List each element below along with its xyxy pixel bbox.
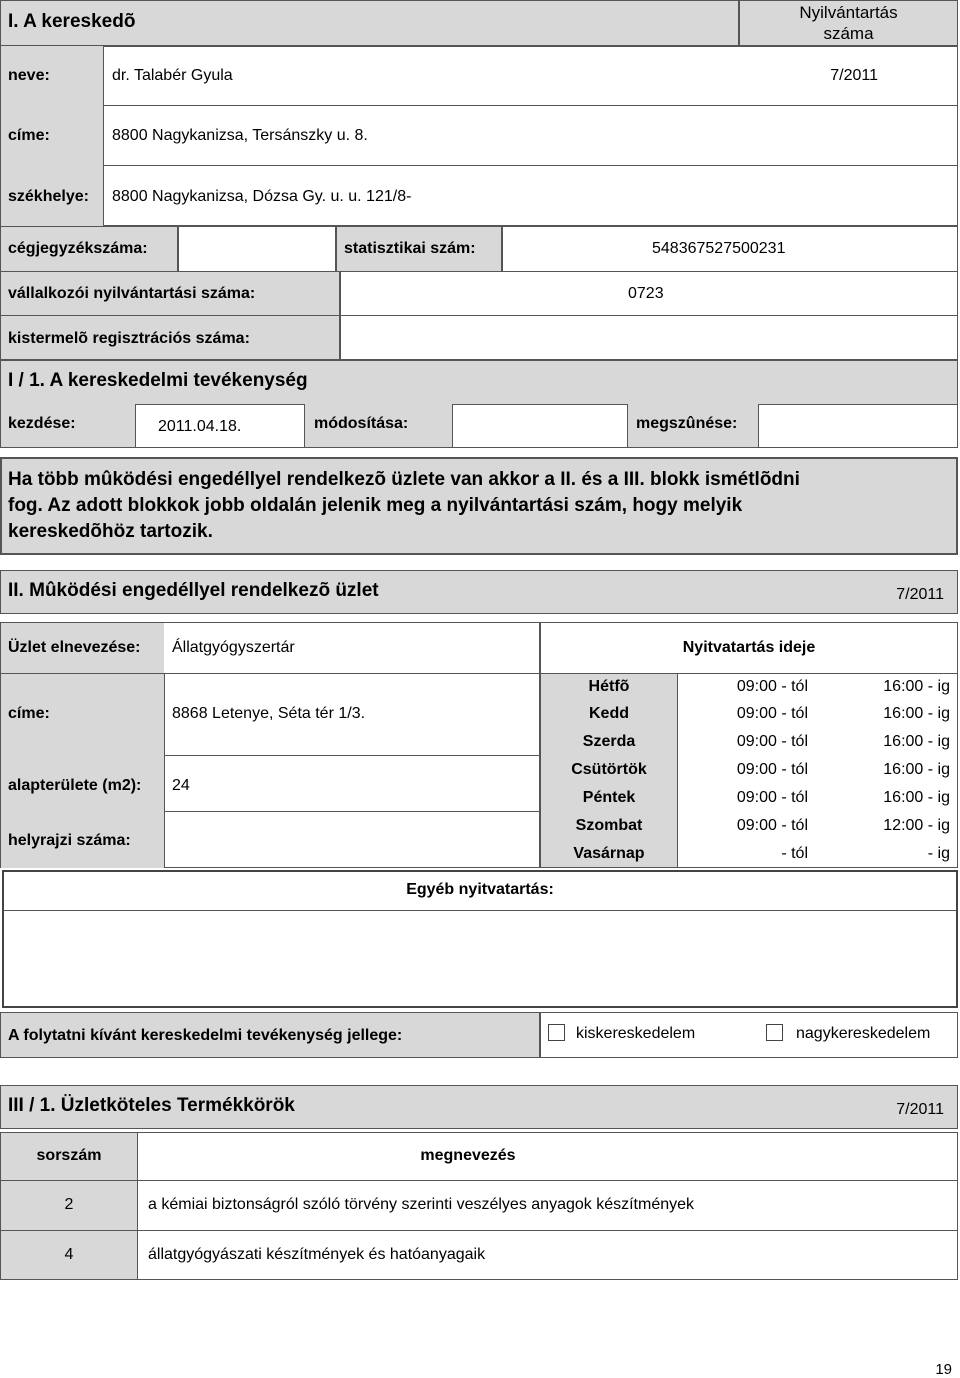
shop-area-label: alapterülete (m2): [8, 777, 142, 794]
col-number-header: sorszám [36, 1147, 102, 1164]
hours-to: 16:00 - ig [883, 761, 950, 778]
hours-to: 16:00 - ig [883, 789, 950, 806]
row-name: a kémiai biztonságról szóló törvény szerinti veszélyes anyagok készítmények [148, 1196, 695, 1213]
reg-label-line1: Nyilvántartás [799, 3, 898, 22]
hours-to: 12:00 - ig [883, 817, 950, 834]
row-divider [0, 1180, 958, 1181]
producer-value-cell [340, 316, 958, 360]
products-section-title: III / 1. Üzletköteles Termékkörök [8, 1095, 295, 1116]
shop-address-label: címe: [8, 705, 50, 722]
weekday: Hétfõ [588, 678, 630, 695]
entrepreneur-label: vállalkozói nyilvántartási száma: [8, 285, 256, 302]
notice-line1: Ha több mûködési engedéllyel rendelkezõ üzlete van akkor a II. és a III. blokk ismétlõdni [8, 469, 800, 490]
modify-label: módosítása: [314, 415, 409, 432]
opening-header: Nyitvatartás ideje [682, 639, 816, 656]
hours-to: - ig [927, 845, 950, 862]
shop-address-value: 8868 Letenye, Séta tér 1/3. [172, 705, 366, 722]
hours-to: 16:00 - ig [883, 705, 950, 722]
shop-area-cell [164, 756, 540, 812]
row-number: 2 [64, 1196, 74, 1213]
entrepreneur-value: 0723 [628, 285, 664, 302]
weekday: Vasárnap [573, 845, 645, 862]
producer-label: kistermelõ regisztrációs száma: [8, 330, 250, 347]
shop-section-title: II. Mûködési engedéllyel rendelkezõ üzlet [8, 580, 379, 601]
name-label: neve: [8, 67, 50, 84]
end-value-cell [758, 404, 958, 448]
hours-from: 09:00 - tól [736, 733, 808, 750]
shop-area-value: 24 [172, 777, 190, 794]
page-number: 19 [935, 1361, 952, 1378]
row-number: 4 [64, 1246, 74, 1263]
other-hours-area [2, 910, 958, 1008]
trader-section-title: I. A kereskedõ [8, 11, 136, 32]
name-value: dr. Talabér Gyula [112, 67, 233, 84]
shop-parcel-label: helyrajzi száma: [8, 832, 131, 849]
wholesale-checkbox[interactable] [766, 1024, 783, 1041]
seat-value: 8800 Nagykanizsa, Dózsa Gy. u. u. 121/8- [112, 188, 412, 205]
hours-from: 09:00 - tól [736, 761, 808, 778]
hours-to: 16:00 - ig [883, 678, 950, 695]
row-name: állatgyógyászati készítmények és hatóanyagaik [148, 1246, 486, 1263]
shop-name-label: Üzlet elnevezése: [8, 639, 141, 656]
address-value: 8800 Nagykanizsa, Tersánszky u. 8. [112, 127, 368, 144]
retail-label: kiskereskedelem [576, 1025, 696, 1042]
shop-name-value: Állatgyógyszertár [172, 639, 295, 656]
trade-type-label: A folytatni kívánt kereskedelmi tevékenység jellege: [8, 1027, 403, 1044]
hours-from: 09:00 - tól [736, 678, 808, 695]
hours-from: 09:00 - tól [736, 789, 808, 806]
start-value: 2011.04.18. [158, 418, 242, 435]
shop-reg-number: 7/2011 [896, 586, 944, 603]
hours-from: 09:00 - tól [736, 705, 808, 722]
company-reg-value-cell [178, 226, 336, 272]
hours-from: 09:00 - tól [736, 817, 808, 834]
end-label: megszûnése: [636, 415, 738, 432]
stat-label: statisztikai szám: [344, 240, 476, 257]
weekday: Szerda [582, 733, 636, 750]
col-name-header: megnevezés [420, 1147, 516, 1164]
trader-reg-number: 7/2011 [830, 67, 878, 84]
modify-value-cell [452, 404, 628, 448]
seat-label: székhelye: [8, 188, 89, 205]
products-reg-number: 7/2011 [896, 1101, 944, 1118]
row-divider [0, 1230, 958, 1231]
address-label: címe: [8, 127, 50, 144]
weekday: Szombat [575, 817, 643, 834]
start-label: kezdése: [8, 415, 76, 432]
company-reg-label: cégjegyzékszáma: [8, 240, 148, 257]
activity-section-title: I / 1. A kereskedelmi tevékenység [8, 370, 308, 391]
hours-to: 16:00 - ig [883, 733, 950, 750]
hours-from: - tól [781, 845, 808, 862]
stat-value: 548367527500231 [652, 240, 786, 257]
notice-line2: fog. Az adott blokkok jobb oldalán jelenik meg a nyilvántartási szám, hogy melyik [8, 495, 743, 516]
wholesale-label: nagykereskedelem [796, 1025, 931, 1042]
weekday: Péntek [582, 789, 636, 806]
weekday: Csütörtök [571, 761, 647, 778]
weekday: Kedd [589, 705, 629, 722]
shop-parcel-cell [164, 812, 540, 868]
notice-line3: kereskedõhöz tartozik. [8, 521, 213, 542]
retail-checkbox[interactable] [548, 1024, 565, 1041]
reg-label-line2: száma [823, 24, 874, 43]
other-hours-label: Egyéb nyitvatartás: [406, 881, 554, 898]
